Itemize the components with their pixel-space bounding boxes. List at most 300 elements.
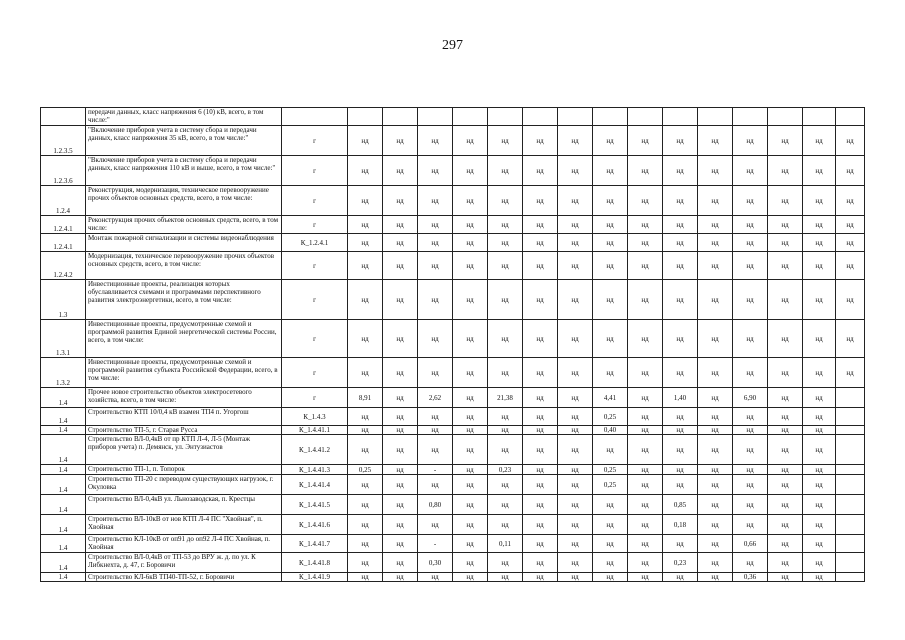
value-cell: нд [768, 280, 803, 320]
value-cell: нд [383, 280, 418, 320]
value-cell [836, 108, 865, 126]
row-number-cell: 1.2.4.1 [41, 234, 86, 252]
value-cell: нд [348, 573, 383, 582]
value-cell: нд [383, 216, 418, 234]
value-cell: нд [698, 435, 733, 465]
value-cell: нд [803, 358, 836, 388]
value-cell: нд [628, 535, 663, 553]
value-cell: нд [453, 465, 488, 475]
value-cell: нд [698, 408, 733, 426]
value-cell: нд [698, 216, 733, 234]
value-cell [836, 495, 865, 515]
value-cell: нд [803, 252, 836, 280]
value-cell: нд [348, 426, 383, 435]
value-cell: 0,40 [593, 426, 628, 435]
row-code-cell: г [282, 320, 348, 358]
value-cell: нд [523, 495, 558, 515]
value-cell: нд [453, 252, 488, 280]
value-cell: нд [663, 465, 698, 475]
value-cell: нд [628, 252, 663, 280]
value-cell: нд [733, 156, 768, 186]
value-cell: нд [558, 186, 593, 216]
row-number-cell: 1.3.1 [41, 320, 86, 358]
value-cell: нд [628, 475, 663, 495]
value-cell: нд [383, 553, 418, 573]
value-cell: нд [733, 320, 768, 358]
value-cell: нд [383, 515, 418, 535]
value-cell: - [418, 535, 453, 553]
value-cell: нд [663, 573, 698, 582]
row-description-cell: Модернизация, техническое перевооружение прочих объектов основных средств, всего, в том числе: [86, 252, 282, 280]
value-cell [488, 108, 523, 126]
value-cell: нд [488, 435, 523, 465]
value-cell: нд [768, 216, 803, 234]
value-cell: нд [488, 216, 523, 234]
value-cell: нд [453, 280, 488, 320]
value-cell: нд [768, 435, 803, 465]
investment-table [40, 107, 865, 582]
value-cell [836, 535, 865, 553]
value-cell: нд [523, 465, 558, 475]
value-cell: нд [453, 320, 488, 358]
value-cell: нд [488, 186, 523, 216]
value-cell [628, 108, 663, 126]
value-cell: нд [663, 234, 698, 252]
value-cell: нд [593, 495, 628, 515]
value-cell: нд [488, 126, 523, 156]
row-description-cell: Строительство КЛ-10кВ от оп91 до оп92 Л-4 ПС Хвойная, п. Хвойная [86, 535, 282, 553]
value-cell [836, 388, 865, 408]
value-cell: нд [663, 435, 698, 465]
row-description-cell: "Включение приборов учета в систему сбора и передачи данных, класс напряжения 35 кВ, всего, в том числе:" [86, 126, 282, 156]
value-cell: нд [418, 475, 453, 495]
row-description-cell: Инвестиционные проекты, предусмотренные схемой и программой развития субъекта Российской Федерации, всего, в том числе: [86, 358, 282, 388]
value-cell: нд [628, 573, 663, 582]
row-code-cell: г [282, 280, 348, 320]
value-cell: нд [628, 515, 663, 535]
table-row [41, 515, 865, 535]
value-cell [383, 108, 418, 126]
row-description-cell: Строительство ВЛ-10кВ от нов КТП Л-4 ПС "Хвойная", п. Хвойная [86, 515, 282, 535]
value-cell: нд [836, 156, 865, 186]
value-cell: нд [768, 408, 803, 426]
value-cell: нд [593, 535, 628, 553]
value-cell: нд [663, 475, 698, 495]
value-cell: нд [593, 435, 628, 465]
value-cell: нд [383, 186, 418, 216]
value-cell: нд [348, 553, 383, 573]
value-cell: нд [698, 234, 733, 252]
row-code-cell: г [282, 126, 348, 156]
value-cell: нд [523, 252, 558, 280]
row-description-cell: Строительство КЛ-6кВ ТП40-ТП-52, г. Боровичи [86, 573, 282, 582]
row-number-cell: 1.4 [41, 573, 86, 582]
value-cell [836, 515, 865, 535]
value-cell: нд [558, 573, 593, 582]
value-cell: нд [418, 280, 453, 320]
value-cell: нд [348, 280, 383, 320]
table-row [41, 280, 865, 320]
value-cell: нд [698, 426, 733, 435]
table-row [41, 435, 865, 465]
row-number-cell: 1.3.2 [41, 358, 86, 388]
value-cell: нд [453, 216, 488, 234]
table-row [41, 216, 865, 234]
row-description-cell: передачи данных, класс напряжения 6 (10) кВ, всего, в том числе:" [86, 108, 282, 126]
value-cell: нд [558, 535, 593, 553]
value-cell [523, 108, 558, 126]
value-cell: 0,25 [593, 475, 628, 495]
value-cell: нд [523, 320, 558, 358]
value-cell: нд [733, 126, 768, 156]
value-cell: нд [453, 535, 488, 553]
row-description-cell: Инвестиционные проекты, предусмотренные схемой и программой развития Единой энергетической системы России, всего, в том числе: [86, 320, 282, 358]
value-cell: нд [663, 252, 698, 280]
value-cell [836, 408, 865, 426]
value-cell: нд [663, 358, 698, 388]
value-cell: нд [803, 515, 836, 535]
value-cell: нд [733, 426, 768, 435]
value-cell: 0,66 [733, 535, 768, 553]
table-row [41, 234, 865, 252]
value-cell: нд [453, 435, 488, 465]
table-row [41, 126, 865, 156]
value-cell: нд [803, 388, 836, 408]
row-description-cell: Монтаж пожарной сигнализации и системы видеонаблюдения [86, 234, 282, 252]
value-cell: нд [558, 358, 593, 388]
value-cell: нд [453, 515, 488, 535]
table-row [41, 156, 865, 186]
value-cell [836, 426, 865, 435]
value-cell: нд [768, 515, 803, 535]
value-cell: нд [733, 252, 768, 280]
page-number: 297 [442, 38, 463, 53]
value-cell: нд [628, 388, 663, 408]
value-cell: нд [593, 358, 628, 388]
value-cell: нд [453, 358, 488, 388]
table-row [41, 535, 865, 553]
table-row [41, 408, 865, 426]
value-cell: нд [558, 553, 593, 573]
table-row [41, 108, 865, 126]
value-cell [733, 108, 768, 126]
row-number-cell: 1.3 [41, 280, 86, 320]
value-cell: нд [593, 515, 628, 535]
value-cell: нд [836, 234, 865, 252]
value-cell: нд [558, 408, 593, 426]
row-description-cell: Строительство ВЛ-0,4кВ от ТП-53 до ВРУ ж. д. по ул. К Либкнехта, д. 47, г. Боровичи [86, 553, 282, 573]
value-cell: нд [803, 465, 836, 475]
value-cell [453, 108, 488, 126]
value-cell: нд [383, 388, 418, 408]
value-cell: нд [488, 515, 523, 535]
value-cell: нд [558, 388, 593, 408]
value-cell: нд [733, 495, 768, 515]
value-cell: нд [418, 408, 453, 426]
row-code-cell: К_1.4.41.4 [282, 475, 348, 495]
value-cell: нд [488, 408, 523, 426]
value-cell: 0,30 [418, 553, 453, 573]
row-number-cell: 1.4 [41, 388, 86, 408]
value-cell: нд [418, 435, 453, 465]
value-cell [836, 475, 865, 495]
table-row [41, 252, 865, 280]
row-description-cell: Прочее новое строительство объектов электросетевого хозяйства, всего, в том числе: [86, 388, 282, 408]
value-cell: 0,18 [663, 515, 698, 535]
value-cell: нд [663, 426, 698, 435]
value-cell: нд [733, 280, 768, 320]
value-cell: нд [348, 535, 383, 553]
row-number-cell: 1.4 [41, 426, 86, 435]
value-cell: нд [383, 435, 418, 465]
row-number-cell: 1.2.4.2 [41, 252, 86, 280]
row-number-cell: 1.4 [41, 465, 86, 475]
value-cell: нд [593, 156, 628, 186]
value-cell: нд [803, 435, 836, 465]
value-cell: нд [558, 475, 593, 495]
value-cell: нд [488, 252, 523, 280]
value-cell: нд [348, 320, 383, 358]
row-code-cell: г [282, 358, 348, 388]
value-cell: - [418, 465, 453, 475]
value-cell: нд [488, 280, 523, 320]
value-cell: 0,25 [348, 465, 383, 475]
value-cell: 0,85 [663, 495, 698, 515]
value-cell: 0,23 [488, 465, 523, 475]
table-row [41, 186, 865, 216]
value-cell: нд [733, 465, 768, 475]
value-cell [698, 108, 733, 126]
value-cell: нд [558, 465, 593, 475]
value-cell: нд [348, 515, 383, 535]
value-cell: нд [593, 573, 628, 582]
value-cell: нд [418, 426, 453, 435]
value-cell: нд [453, 426, 488, 435]
value-cell: нд [663, 280, 698, 320]
value-cell: нд [593, 280, 628, 320]
value-cell: нд [383, 475, 418, 495]
value-cell: нд [733, 408, 768, 426]
value-cell: нд [488, 495, 523, 515]
value-cell: нд [523, 535, 558, 553]
value-cell [836, 435, 865, 465]
value-cell: 0,25 [593, 465, 628, 475]
value-cell: нд [558, 495, 593, 515]
value-cell: нд [418, 252, 453, 280]
value-cell: 8,91 [348, 388, 383, 408]
value-cell: нд [453, 234, 488, 252]
value-cell: нд [453, 156, 488, 186]
value-cell: нд [348, 186, 383, 216]
value-cell: нд [803, 156, 836, 186]
row-code-cell: К_1.4.41.5 [282, 495, 348, 515]
table-row [41, 426, 865, 435]
row-number-cell: 1.4 [41, 495, 86, 515]
table-row [41, 358, 865, 388]
value-cell: нд [558, 280, 593, 320]
value-cell: нд [523, 126, 558, 156]
row-code-cell: К_1.4.41.2 [282, 435, 348, 465]
value-cell: 0,80 [418, 495, 453, 515]
value-cell: нд [558, 426, 593, 435]
value-cell: нд [836, 186, 865, 216]
value-cell: нд [593, 216, 628, 234]
value-cell: нд [803, 186, 836, 216]
value-cell: нд [558, 126, 593, 156]
value-cell: нд [768, 388, 803, 408]
value-cell: нд [453, 475, 488, 495]
value-cell: нд [628, 234, 663, 252]
value-cell: 0,36 [733, 573, 768, 582]
value-cell: нд [768, 535, 803, 553]
value-cell: нд [768, 234, 803, 252]
value-cell [558, 108, 593, 126]
value-cell: нд [803, 553, 836, 573]
value-cell: нд [418, 234, 453, 252]
value-cell: нд [348, 252, 383, 280]
value-cell: нд [418, 358, 453, 388]
value-cell: нд [663, 156, 698, 186]
value-cell: нд [523, 515, 558, 535]
value-cell: нд [593, 252, 628, 280]
value-cell: нд [558, 234, 593, 252]
value-cell: нд [593, 186, 628, 216]
value-cell: нд [383, 426, 418, 435]
value-cell: нд [803, 280, 836, 320]
value-cell: нд [628, 495, 663, 515]
row-code-cell: К_1.4.41.8 [282, 553, 348, 573]
value-cell: нд [836, 280, 865, 320]
value-cell: нд [803, 573, 836, 582]
value-cell: нд [383, 573, 418, 582]
table-row [41, 388, 865, 408]
value-cell: нд [593, 234, 628, 252]
value-cell: 4,41 [593, 388, 628, 408]
value-cell: нд [523, 553, 558, 573]
value-cell: нд [803, 234, 836, 252]
value-cell: нд [628, 126, 663, 156]
value-cell: нд [836, 320, 865, 358]
row-code-cell: К_1.4.41.1 [282, 426, 348, 435]
value-cell: нд [836, 216, 865, 234]
value-cell: нд [628, 358, 663, 388]
row-description-cell: Строительство ВЛ-0,4кВ ул. Льнозаводская, п. Крестцы [86, 495, 282, 515]
row-code-cell: г [282, 388, 348, 408]
value-cell: нд [383, 126, 418, 156]
row-description-cell: Строительство ТП-1, п. Топорок [86, 465, 282, 475]
value-cell: нд [418, 573, 453, 582]
row-description-cell: Строительство ТП-20 с переводом существующих нагрузок, г. Окуловка [86, 475, 282, 495]
row-number-cell: 1.2.3.6 [41, 156, 86, 186]
row-number-cell: 1.2.3.5 [41, 126, 86, 156]
value-cell: нд [768, 573, 803, 582]
value-cell: нд [383, 358, 418, 388]
value-cell: нд [698, 535, 733, 553]
value-cell: нд [698, 388, 733, 408]
row-code-cell: К_1.4.41.7 [282, 535, 348, 553]
value-cell: нд [383, 156, 418, 186]
value-cell: нд [488, 573, 523, 582]
value-cell: нд [768, 426, 803, 435]
value-cell: нд [733, 435, 768, 465]
row-code-cell: г [282, 186, 348, 216]
table-row [41, 573, 865, 582]
value-cell: нд [348, 475, 383, 495]
value-cell: нд [383, 465, 418, 475]
value-cell: нд [558, 435, 593, 465]
value-cell: нд [488, 553, 523, 573]
row-code-cell: г [282, 252, 348, 280]
value-cell: нд [383, 320, 418, 358]
value-cell: нд [628, 553, 663, 573]
value-cell: нд [383, 408, 418, 426]
value-cell: нд [663, 186, 698, 216]
value-cell [593, 108, 628, 126]
row-description-cell: Реконструкция прочих объектов основных средств, всего, в том числе: [86, 216, 282, 234]
value-cell: нд [418, 126, 453, 156]
value-cell: нд [628, 408, 663, 426]
value-cell: нд [698, 475, 733, 495]
value-cell: 1,40 [663, 388, 698, 408]
value-cell: нд [348, 495, 383, 515]
table-row [41, 553, 865, 573]
value-cell: нд [348, 126, 383, 156]
row-code-cell: К_1.4.41.6 [282, 515, 348, 535]
value-cell: нд [523, 216, 558, 234]
value-cell: нд [628, 216, 663, 234]
value-cell: нд [453, 553, 488, 573]
value-cell: нд [698, 553, 733, 573]
value-cell: нд [768, 495, 803, 515]
value-cell: нд [523, 234, 558, 252]
value-cell: нд [768, 126, 803, 156]
value-cell: нд [628, 465, 663, 475]
value-cell: нд [488, 426, 523, 435]
row-number-cell [41, 108, 86, 126]
row-code-cell [282, 108, 348, 126]
value-cell: нд [733, 216, 768, 234]
value-cell: нд [698, 320, 733, 358]
value-cell: нд [733, 553, 768, 573]
row-code-cell: К_1.4.41.9 [282, 573, 348, 582]
value-cell: нд [698, 465, 733, 475]
row-description-cell: "Включение приборов учета в систему сбора и передачи данных, класс напряжения 110 кВ и выше, всего, в том числе:" [86, 156, 282, 186]
value-cell: нд [698, 126, 733, 156]
value-cell: нд [768, 156, 803, 186]
value-cell: нд [593, 320, 628, 358]
value-cell: 21,38 [488, 388, 523, 408]
value-cell: нд [628, 186, 663, 216]
value-cell: нд [558, 216, 593, 234]
value-cell [418, 108, 453, 126]
value-cell: нд [558, 252, 593, 280]
value-cell: нд [698, 252, 733, 280]
row-description-cell: Реконструкция, модернизация, техническое перевооружение прочих объектов основных средств, всего, в том числе: [86, 186, 282, 216]
value-cell: нд [663, 408, 698, 426]
value-cell: нд [768, 358, 803, 388]
value-cell: нд [803, 475, 836, 495]
value-cell: 0,11 [488, 535, 523, 553]
value-cell [348, 108, 383, 126]
row-code-cell: г [282, 156, 348, 186]
table-row [41, 475, 865, 495]
row-description-cell: Строительство ВЛ-0,4кВ от пр КТП Л-4, Л-5 (Монтаж приборов учета) п. Демянск, ул. Энтузиастов [86, 435, 282, 465]
value-cell: нд [348, 358, 383, 388]
value-cell: нд [348, 234, 383, 252]
table-row [41, 320, 865, 358]
value-cell: нд [383, 234, 418, 252]
value-cell: нд [803, 320, 836, 358]
